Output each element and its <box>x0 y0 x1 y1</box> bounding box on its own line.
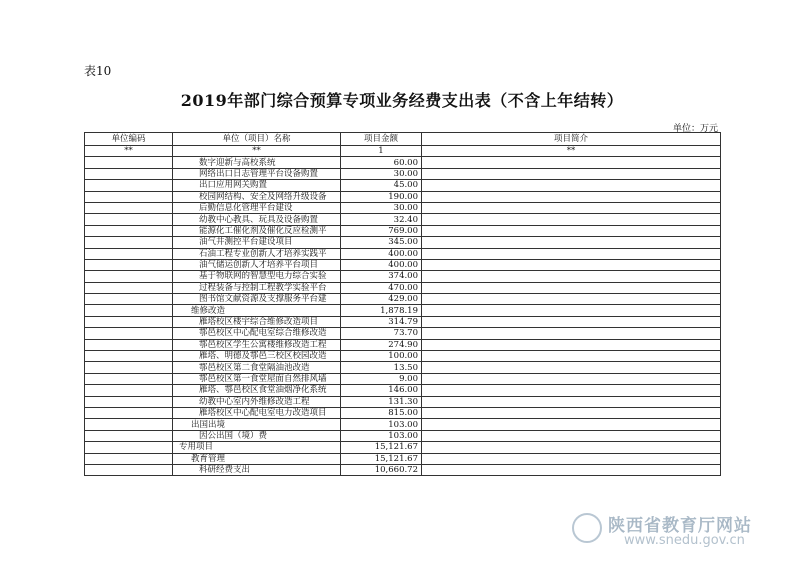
cell-amount: 60.00 <box>341 157 422 168</box>
cell-code <box>85 464 173 475</box>
cell-amount: 13.50 <box>341 362 422 373</box>
cell-intro <box>422 351 721 362</box>
cell-code <box>85 316 173 327</box>
cell-intro <box>422 214 721 225</box>
cell-code <box>85 248 173 259</box>
cell-name: 鄠邑校区中心配电室综合维修改造 <box>173 328 341 339</box>
cell-amount: 15,121.67 <box>341 442 422 453</box>
cell-amount: 470.00 <box>341 282 422 293</box>
cell-name: 网络出口日志管理平台设备购置 <box>173 168 341 179</box>
budget-table <box>84 132 721 476</box>
watermark-url: www.snedu.gov.cn <box>624 533 745 548</box>
table-row <box>85 180 721 191</box>
cell-amount: 815.00 <box>341 407 422 418</box>
cell-name: 教育管理 <box>173 453 341 464</box>
cell-amount: 9.00 <box>341 373 422 384</box>
cell-amount: 30.00 <box>341 202 422 213</box>
table-row <box>85 362 721 373</box>
table-row <box>85 464 721 475</box>
table-row <box>85 305 721 316</box>
table-header-row <box>85 133 721 146</box>
index-cell: ** <box>173 146 341 157</box>
cell-intro <box>422 385 721 396</box>
cell-amount: 10,660.72 <box>341 464 422 475</box>
cell-name: 雁塔校区中心配电室电力改造项目 <box>173 407 341 418</box>
cell-code <box>85 202 173 213</box>
cell-code <box>85 339 173 350</box>
header-intro: 项目简介 <box>422 133 721 146</box>
cell-amount: 15,121.67 <box>341 453 422 464</box>
table-row <box>85 396 721 407</box>
table-row <box>85 385 721 396</box>
cell-intro <box>422 248 721 259</box>
cell-code <box>85 259 173 270</box>
header-amount: 项目金额 <box>341 133 422 146</box>
seal-icon <box>572 513 602 543</box>
cell-name: 出国出境 <box>173 419 341 430</box>
cell-code <box>85 168 173 179</box>
cell-code <box>85 407 173 418</box>
table-row <box>85 259 721 270</box>
table-row <box>85 442 721 453</box>
cell-code <box>85 385 173 396</box>
cell-code <box>85 419 173 430</box>
cell-intro <box>422 362 721 373</box>
cell-intro <box>422 453 721 464</box>
header-name: 单位（项目）名称 <box>173 133 341 146</box>
cell-code <box>85 351 173 362</box>
cell-name: 能源化工催化剂及催化反应检测平 <box>173 225 341 236</box>
table-row <box>85 316 721 327</box>
cell-intro <box>422 191 721 202</box>
cell-amount: 131.30 <box>341 396 422 407</box>
table-row <box>85 271 721 282</box>
cell-code <box>85 191 173 202</box>
cell-code <box>85 373 173 384</box>
cell-intro <box>422 442 721 453</box>
cell-code <box>85 396 173 407</box>
cell-amount: 103.00 <box>341 419 422 430</box>
cell-code <box>85 453 173 464</box>
cell-amount: 190.00 <box>341 191 422 202</box>
cell-name: 鄠邑校区第二食堂隔油池改造 <box>173 362 341 373</box>
cell-intro <box>422 328 721 339</box>
table-row <box>85 214 721 225</box>
cell-name: 因公出国（境）费 <box>173 430 341 441</box>
table-row <box>85 339 721 350</box>
cell-intro <box>422 180 721 191</box>
cell-code <box>85 214 173 225</box>
cell-code <box>85 282 173 293</box>
cell-intro <box>422 294 721 305</box>
cell-code <box>85 271 173 282</box>
cell-amount: 314.79 <box>341 316 422 327</box>
page-title: 2019年部门综合预算专项业务经费支出表（不含上年结转） <box>180 91 624 110</box>
cell-intro <box>422 373 721 384</box>
cell-amount: 100.00 <box>341 351 422 362</box>
cell-name: 专用项目 <box>173 442 341 453</box>
cell-code <box>85 328 173 339</box>
cell-name: 鄠邑校区第一食堂屋面自然排风墙 <box>173 373 341 384</box>
cell-intro <box>422 339 721 350</box>
table-id: 表10 <box>84 64 112 78</box>
cell-name: 石油工程专业创新人才培养实践平 <box>173 248 341 259</box>
cell-name: 雁塔、鄠邑校区食堂油烟净化系统 <box>173 385 341 396</box>
table-row <box>85 168 721 179</box>
index-cell: 1 <box>341 146 422 157</box>
cell-intro <box>422 419 721 430</box>
cell-code <box>85 305 173 316</box>
cell-name: 过程装备与控制工程教学实验平台 <box>173 282 341 293</box>
cell-intro <box>422 168 721 179</box>
cell-name: 鄠邑校区学生公寓楼维修改造工程 <box>173 339 341 350</box>
cell-name: 油气井测控平台建设项目 <box>173 237 341 248</box>
cell-name: 科研经费支出 <box>173 464 341 475</box>
cell-amount: 30.00 <box>341 168 422 179</box>
cell-name: 数字迎新与高校系统 <box>173 157 341 168</box>
cell-code <box>85 430 173 441</box>
cell-amount: 32.40 <box>341 214 422 225</box>
cell-name: 图书馆文献资源及支撑服务平台建 <box>173 294 341 305</box>
cell-name: 维修改造 <box>173 305 341 316</box>
cell-intro <box>422 157 721 168</box>
cell-amount: 103.00 <box>341 430 422 441</box>
table-row <box>85 373 721 384</box>
cell-intro <box>422 464 721 475</box>
cell-name: 油气储运创新人才培养平台项目 <box>173 259 341 270</box>
cell-name: 校园网结构、安全及网络升级设备 <box>173 191 341 202</box>
cell-amount: 374.00 <box>341 271 422 282</box>
index-cell: ** <box>422 146 721 157</box>
cell-amount: 1,878.19 <box>341 305 422 316</box>
cell-code <box>85 237 173 248</box>
table-row <box>85 407 721 418</box>
cell-code <box>85 225 173 236</box>
cell-code <box>85 157 173 168</box>
index-cell: ** <box>85 146 173 157</box>
cell-amount: 274.90 <box>341 339 422 350</box>
index-row <box>85 146 721 157</box>
cell-intro <box>422 237 721 248</box>
cell-amount: 45.00 <box>341 180 422 191</box>
table-row <box>85 453 721 464</box>
header-code: 单位编码 <box>85 133 173 146</box>
table-row <box>85 328 721 339</box>
cell-name: 雁塔、明德及鄠邑三校区校园改造 <box>173 351 341 362</box>
cell-amount: 73.70 <box>341 328 422 339</box>
table-row <box>85 294 721 305</box>
cell-intro <box>422 271 721 282</box>
cell-name: 雁塔校区楼宇综合维修改造项目 <box>173 316 341 327</box>
cell-intro <box>422 430 721 441</box>
table-row <box>85 282 721 293</box>
cell-intro <box>422 396 721 407</box>
cell-amount: 400.00 <box>341 259 422 270</box>
table-row <box>85 191 721 202</box>
cell-name: 幼教中心教具、玩具及设备购置 <box>173 214 341 225</box>
cell-amount: 146.00 <box>341 385 422 396</box>
cell-name: 出口应用网关购置 <box>173 180 341 191</box>
cell-intro <box>422 202 721 213</box>
table-row <box>85 248 721 259</box>
table-row <box>85 237 721 248</box>
table-row <box>85 157 721 168</box>
cell-name: 后勤信息化管理平台建设 <box>173 202 341 213</box>
unit-label: 单位：万元 <box>672 124 718 134</box>
table-row <box>85 202 721 213</box>
cell-intro <box>422 305 721 316</box>
cell-intro <box>422 282 721 293</box>
watermark-text: 陕西省教育厅网站 <box>608 516 752 536</box>
cell-intro <box>422 225 721 236</box>
cell-intro <box>422 316 721 327</box>
cell-intro <box>422 407 721 418</box>
cell-amount: 400.00 <box>341 248 422 259</box>
cell-name: 基于物联网的智慧型电力综合实验 <box>173 271 341 282</box>
table-row <box>85 430 721 441</box>
cell-amount: 429.00 <box>341 294 422 305</box>
cell-amount: 769.00 <box>341 225 422 236</box>
cell-name: 幼教中心室内外维修改造工程 <box>173 396 341 407</box>
cell-code <box>85 362 173 373</box>
table-row <box>85 225 721 236</box>
cell-code <box>85 442 173 453</box>
cell-code <box>85 294 173 305</box>
cell-intro <box>422 259 721 270</box>
table-row <box>85 419 721 430</box>
cell-amount: 345.00 <box>341 237 422 248</box>
table-row <box>85 351 721 362</box>
cell-code <box>85 180 173 191</box>
watermark <box>572 511 792 551</box>
